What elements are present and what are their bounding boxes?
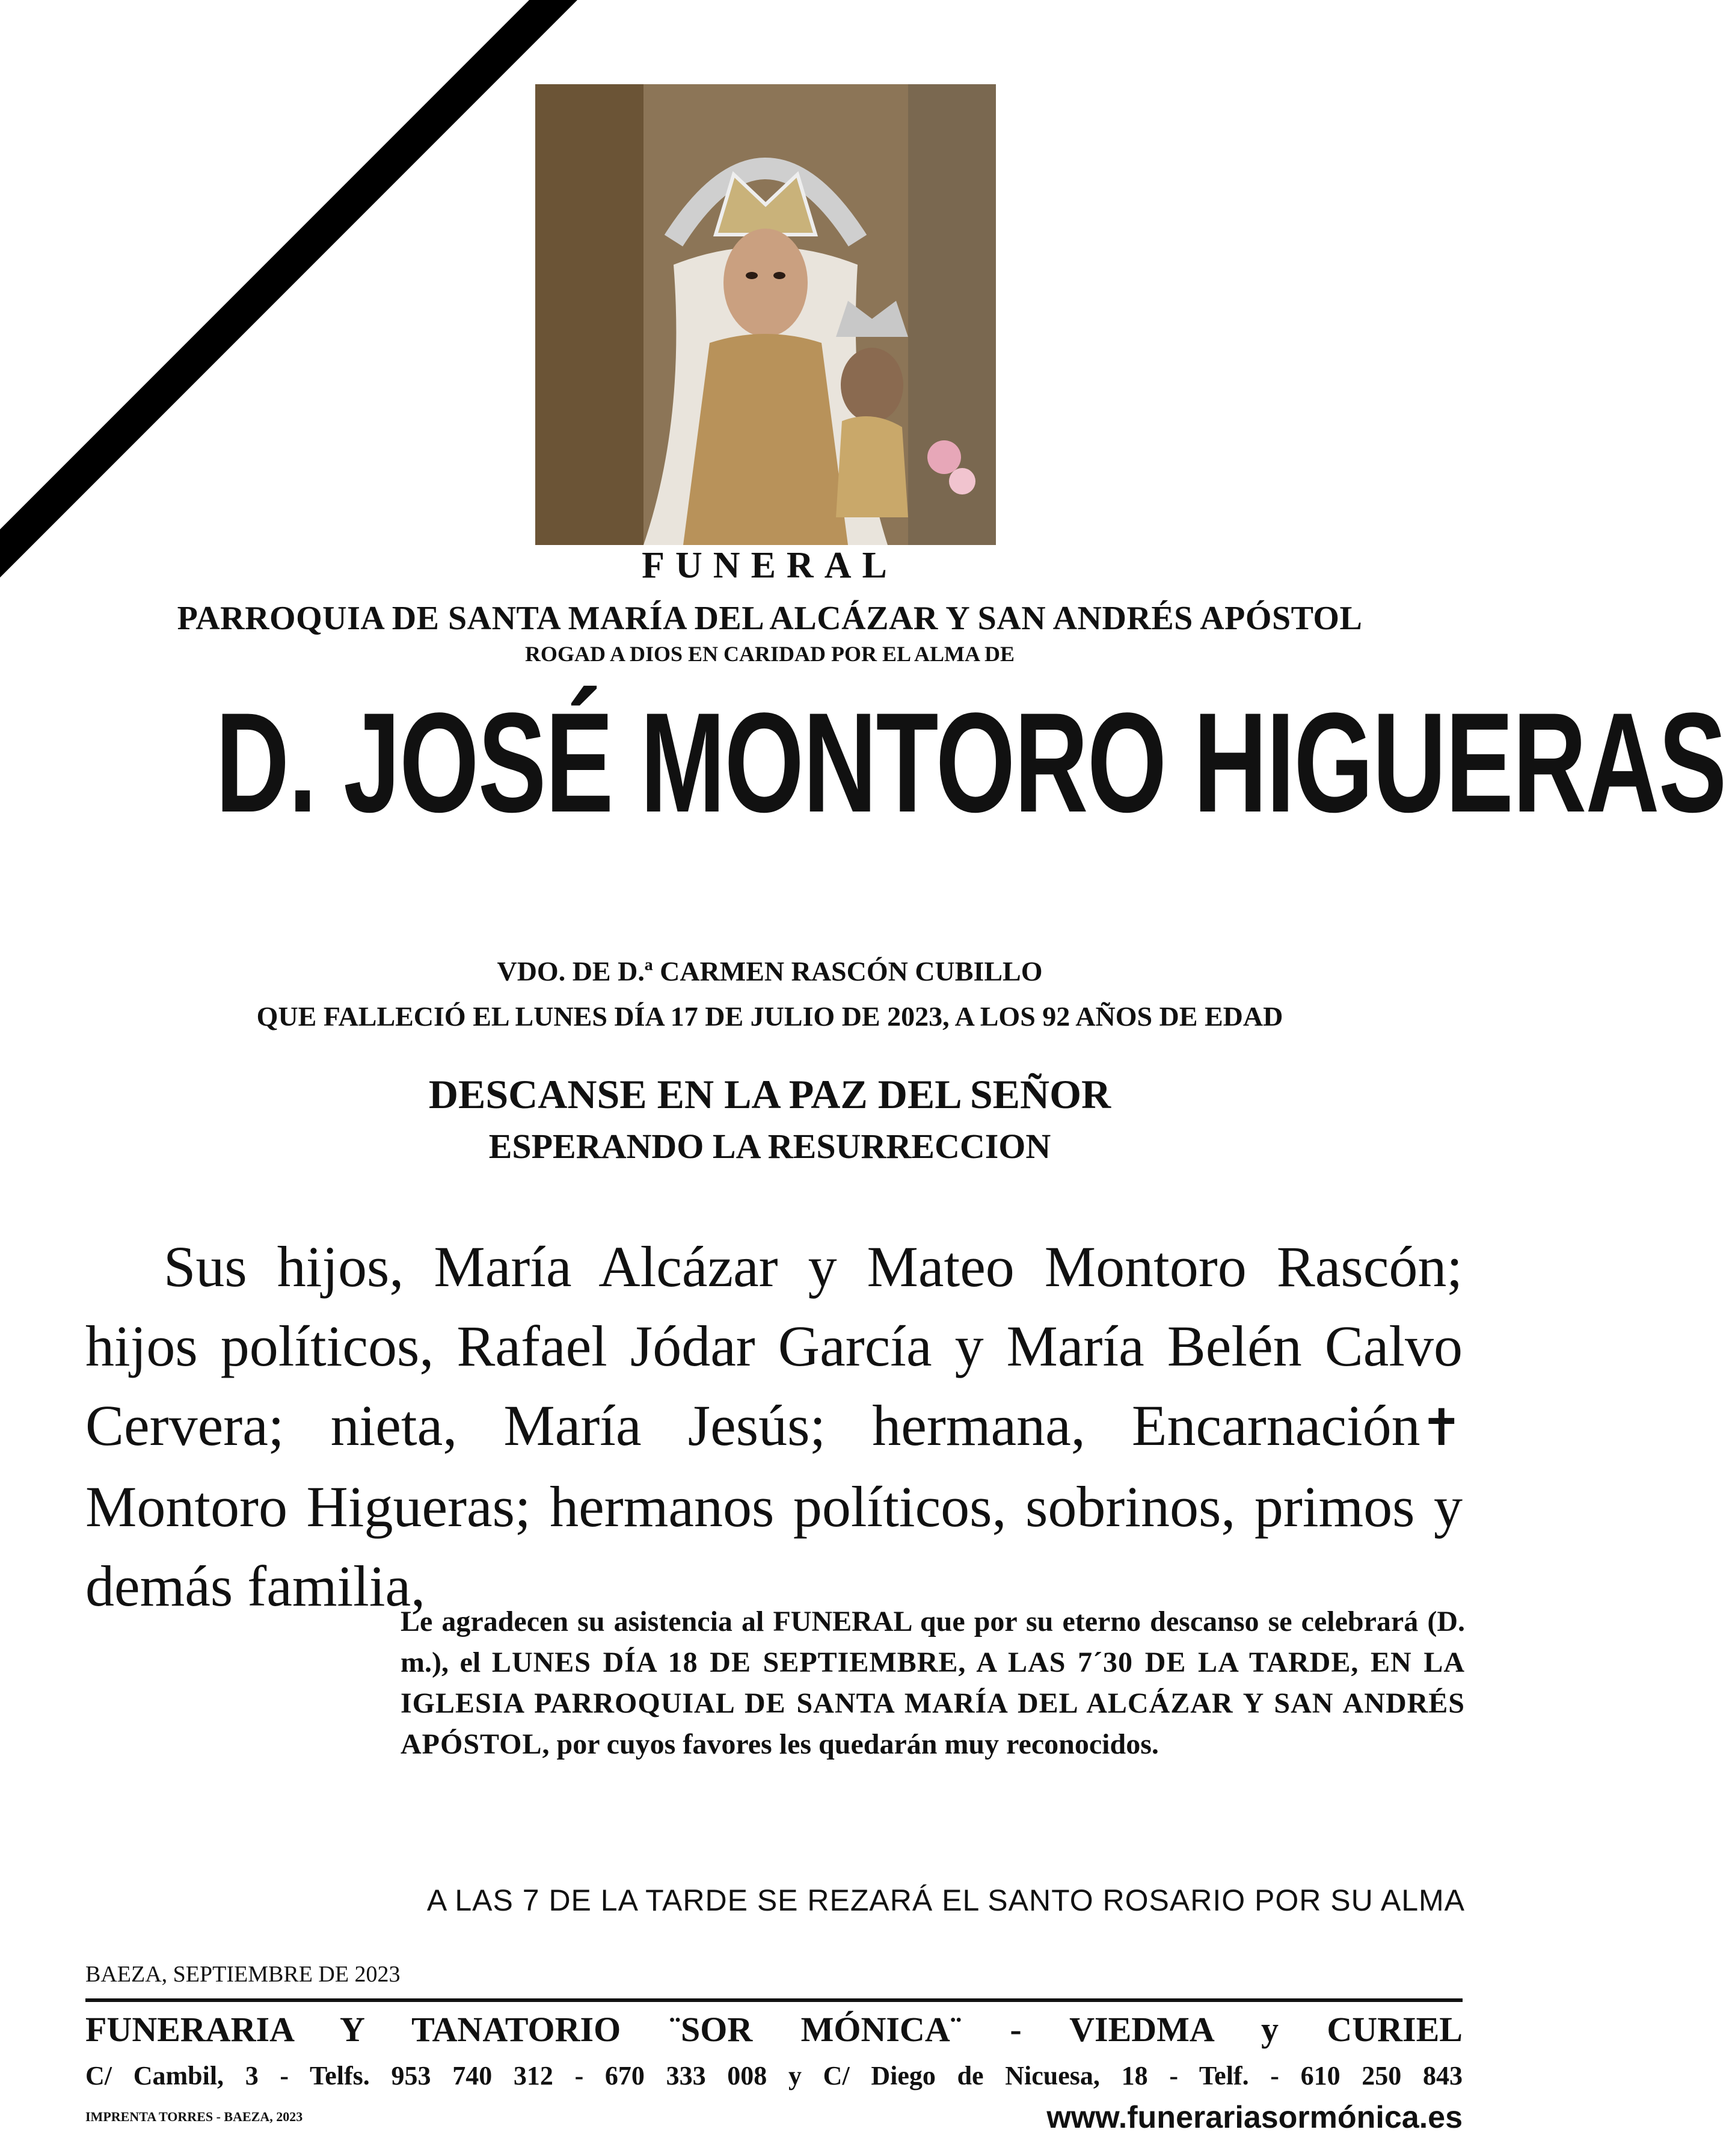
family-text-continued: Montoro Higueras; hermanos políticos, sobrinos, primos y demás familia, — [85, 1474, 1463, 1618]
latin-cross-icon: ✝ — [1420, 1398, 1463, 1457]
family-text: Sus hijos, María Alcázar y Mateo Montoro Rascón; hijos políticos, Rafael Jódar García y María Belén Calvo Cervera; nieta, María Jesús; hermana, Encarnación — [85, 1234, 1463, 1458]
widower-of: VDO. DE D.ª CARMEN RASCÓN CUBILLO — [497, 956, 1043, 987]
virgin-and-child-photo — [535, 84, 996, 545]
death-date-age: QUE FALLECIÓ EL LUNES DÍA 17 DE JULIO DE 2023, A LOS 92 AÑOS DE EDAD — [256, 1001, 1283, 1032]
awaiting-resurrection: ESPERANDO LA RESURRECCION — [488, 1127, 1051, 1166]
place-date: BAEZA, SEPTIEMBRE DE 2023 — [85, 1962, 401, 1987]
thanks-text: Le agradecen su asistencia al FUNERAL que por su eterno descanso se celebrará (D. m.), el — [401, 1606, 1465, 1678]
parish-name: PARROQUIA DE SANTA MARÍA DEL ALCÁZAR Y SAN ANDRÉS APÓSTOL — [177, 600, 1363, 637]
family-paragraph — [85, 1227, 1463, 1626]
deceased-name: D. JOSÉ MONTORO HIGUERAS — [215, 683, 1726, 842]
funeral-home-name: FUNERARIA Y TANATORIO ¨SOR MÓNICA¨ - VIEDMA y CURIEL — [85, 2010, 1463, 2049]
footer-divider — [85, 1998, 1463, 2002]
funeral-home-address: C/ Cambil, 3 - Telfs. 953 740 312 - 670 333 008 y C/ Diego de Nicuesa, 18 - Telf. - 610 250 843 — [85, 2061, 1463, 2090]
funeral-heading: FUNERAL — [642, 545, 898, 586]
thanks-closing: , por cuyos favores les quedarán muy reconocidos. — [542, 1728, 1159, 1760]
rosary-notice: A LAS 7 DE LA TARDE SE REZARÁ EL SANTO ROSARIO POR SU ALMA — [426, 1883, 1465, 1917]
funeral-details: LUNES DÍA 18 DE SEPTIEMBRE, A LAS 7´30 DE LA TARDE, EN LA IGLESIA PARROQUIAL DE SANTA MARÍA DEL ALCÁZAR Y SAN ANDRÉS APÓSTOL — [401, 1646, 1465, 1760]
website-link[interactable]: www.funerariasormónica.es — [1046, 2100, 1463, 2135]
mourning-ribbon-icon — [0, 0, 577, 578]
rest-in-peace: DESCANSE EN LA PAZ DEL SEÑOR — [428, 1071, 1111, 1117]
printer-credit: IMPRENTA TORRES - BAEZA, 2023 — [85, 2109, 303, 2124]
prayer-request: ROGAD A DIOS EN CARIDAD POR EL ALMA DE — [524, 642, 1015, 666]
thanks-paragraph — [401, 1601, 1465, 1765]
